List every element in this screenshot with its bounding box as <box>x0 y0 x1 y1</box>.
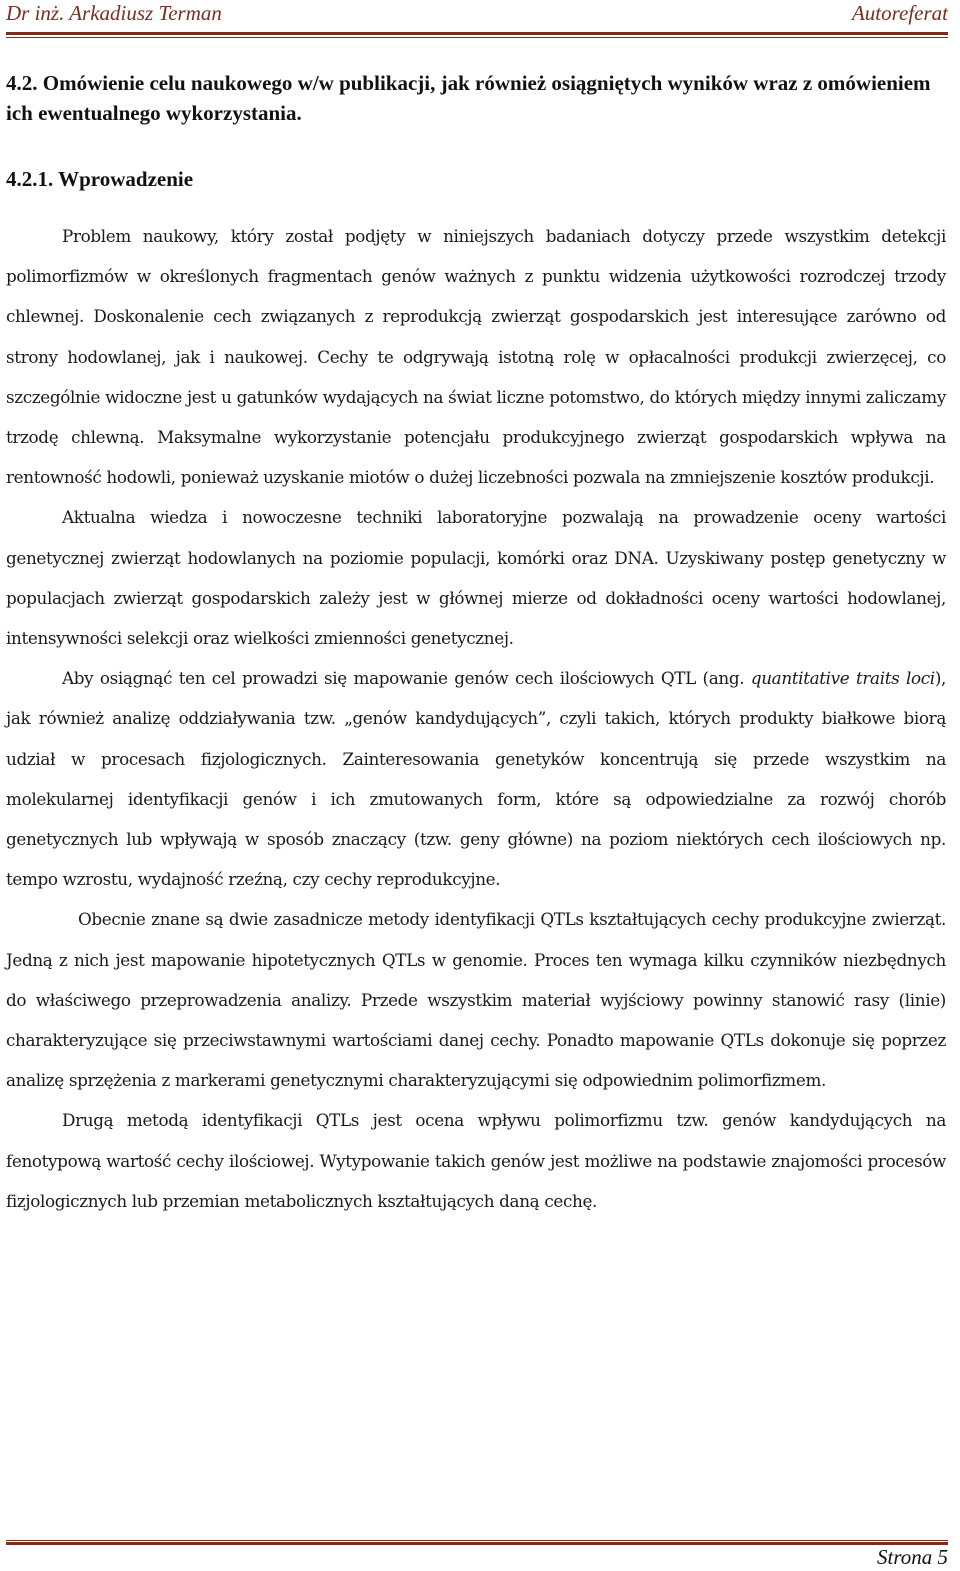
header-doc-type: Autoreferat <box>851 1 948 25</box>
paragraph-4: Obecnie znane są dwie zasadnicze metody identyfikacji QTLs kształtujących cechy produkcyjne zwierząt. Jedną z nich jest mapowanie hipotetycznych QTLs w genomie. Proces ten wymaga kilku czynników niezbędnych do właściwego przeprowadzenia analizy. Przede wszystkim materiał wyjściowy powinny stanowić rasy (linie) charakteryzujące się przeciwstawnymi wartościami danej cechy. Ponadto mapowanie QTLs dokonuje się poprzez analizę sprzężenia z markerami genetycznymi charakteryzującymi się odpowiednim polimorfizmem. <box>6 909 946 1091</box>
paragraph-3-text-b: ), jak również analizę oddziaływania tzw. „genów kandydujących”, czyli takich, których produkty białkowe biorą udział w procesach fizjologicznych. Zainteresowania genetyków koncentrują się przede wszystkim na molekularnej identyfikacji genów i ich zmutowanych form, które są odpowiedzialne za rozwój chorób genetycznych lub wpływają w sposób znaczący (tzw. geny główne) na poziom niektórych cech ilościowych np. tempo wzrostu, wydajność rzeźną, czy cechy reprodukcyjne. <box>6 668 947 890</box>
header-divider <box>6 32 948 35</box>
latin-term: quantitative traits loci <box>750 668 935 689</box>
header-author: Dr inż. Arkadiusz Terman <box>6 1 222 25</box>
paragraph-3 <box>6 658 946 899</box>
page-header <box>6 0 948 30</box>
section-heading: 4.2. Omówienie celu naukowego w/w publikacji, jak również osiągniętych wyników wraz z omówieniem ich ewentualnego wykorzystania. <box>6 71 931 125</box>
paragraph-2: Aktualna wiedza i nowoczesne techniki laboratoryjne pozwalają na prowadzenie oceny wartości genetycznej zwierząt hodowlanych na poziomie populacji, komórki oraz DNA. Uzyskiwany postęp genetyczny w populacjach zwierząt gospodarskich zależy jest w głównej mierze od dokładności oceny wartości hodowlanej, intensywności selekcji oraz wielkości zmienności genetycznej. <box>6 507 946 649</box>
paragraph-3-text-a: Aby osiągnąć ten cel prowadzi się mapowanie genów cech ilościowych QTL (ang. <box>62 668 751 689</box>
document-body <box>6 68 946 1221</box>
paragraph-1: Problem naukowy, który został podjęty w niniejszych badaniach dotyczy przede wszystkim detekcji polimorfizmów w określonych fragmentach genów ważnych z punktu widzenia użytkowości rozrodczej trzody chlewnej. Doskonalenie cech związanych z reprodukcją zwierząt gospodarskich jest interesujące zarówno od strony hodowlanej, jak i naukowej. Cechy te odgrywają istotną rolę w opłacalności produkcji zwierzęcej, co szczególnie widoczne jest u gatunków wydających na świat liczne potomstwo, do których między innymi zaliczamy trzodę chlewną. Maksymalne wykorzystanie potencjału produkcyjnego zwierząt gospodarskich wpływa na rentowność hodowli, ponieważ uzyskanie miotów o dużej liczebności pozwala na zmniejszenie kosztów produkcji. <box>6 226 946 488</box>
page-number: Strona 5 <box>877 1545 948 1569</box>
paragraph-5: Drugą metodą identyfikacji QTLs jest ocena wpływu polimorfizmu tzw. genów kandydujących na fenotypową wartość cechy ilościowej. Wytypowanie takich genów jest możliwe na podstawie znajomości procesów fizjologicznych lub przemian metabolicznych kształtujących daną cechę. <box>6 1110 946 1211</box>
footer-divider <box>6 1540 948 1541</box>
subsection-heading: 4.2.1. Wprowadzenie <box>6 167 194 191</box>
